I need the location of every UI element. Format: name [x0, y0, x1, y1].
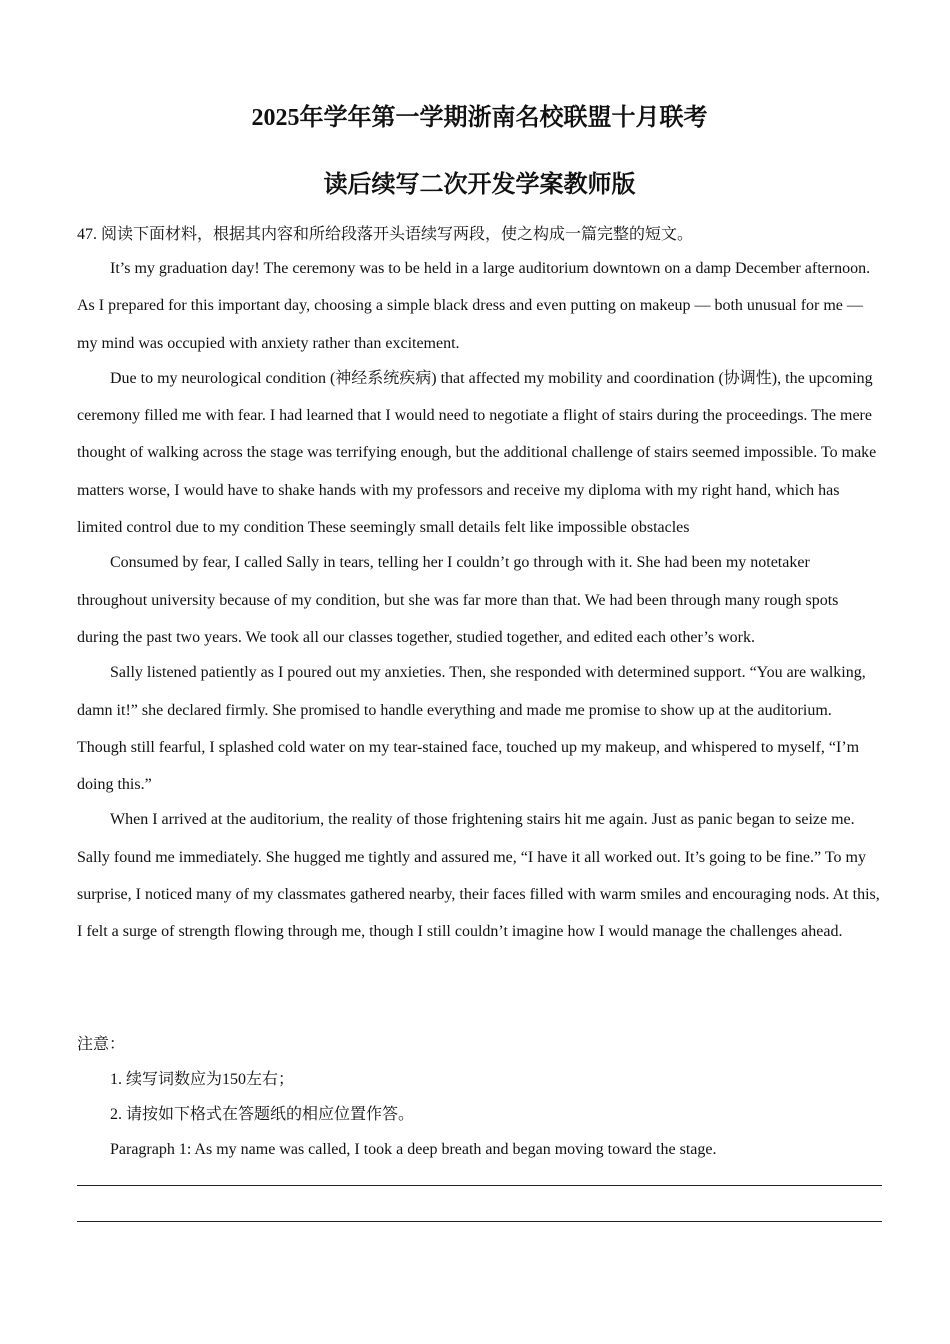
note-item: 1. 续写词数应为150左右； [110, 1071, 295, 1088]
note-item: 2. 请按如下格式在答题纸的相应位置作答。 [110, 1106, 415, 1123]
answer-line[interactable] [77, 1221, 882, 1222]
story-paragraph: When I arrived at the auditorium, the reality of those frightening stairs hit me again. Just as panic began to seize me. Sally found me immediately. She hugged me tightly and assured me, “I have it all worked out. It’s going to be fine.” To my surprise, I noticed many of my classmates gathered nearby, their faces filled with warm smiles and encouraging nods. At this, I felt a surge of strength flowing through me, though I still couldn’t imagine how I would manage the challenges ahead. [77, 811, 880, 941]
story-paragraph: It’s my graduation day! The ceremony was to be held in a large auditorium downtown on a damp December afternoon. As I prepared for this important day, choosing a simple black dress and even putting on makeup — both unusual for me — my mind was occupied with anxiety rather than excitement. [77, 260, 871, 352]
notes-label: 注意： [77, 1036, 126, 1053]
story-paragraph: Sally listened patiently as I poured out my anxieties. Then, she responded with determined support. “You are walking, damn it!” she declared firmly. She promised to handle everything and made me promise to show up at the auditorium. Though still fearful, I splashed cold water on my tear-stained face, touched up my makeup, and whispered to myself, “I’m doing this.” [77, 664, 866, 794]
story-text [77, 250, 882, 949]
paragraph1-prompt: Paragraph 1: As my name was called, I took a deep breath and began moving toward the stage. [110, 1141, 717, 1158]
question-instruction: 47. 阅读下面材料，根据其内容和所给段落开头语续写两段，使之构成一篇完整的短文。 [77, 226, 694, 243]
page-title: 2025年学年第一学期浙南名校联盟十月联考 [251, 105, 708, 131]
story-paragraph: Due to my neurological condition (神经系统疾病) that affected my mobility and coordination (协调性), the upcoming ceremony filled me with fear. I had learned that I would need to negotiate a flight of stairs during the proceedings. The mere thought of walking across the stage was terrifying enough, but the additional challenge of stairs seemed impossible. To make matters worse, I would have to shake hands with my professors and receive my diploma with my right hand, which has limited control due to my condition These seemingly small details felt like impossible obstacles [77, 369, 877, 537]
notes-section [77, 1027, 882, 1167]
story-paragraph: Consumed by fear, I called Sally in tears, telling her I couldn’t go through with it. She had been my notetaker throughout university because of my condition, but she was far more than that. We had been through many rough spots during the past two years. We took all our classes together, studied together, and edited each other’s work. [77, 554, 839, 646]
page-subtitle: 读后续写二次开发学案教师版 [323, 172, 636, 198]
answer-line[interactable] [77, 1185, 882, 1186]
